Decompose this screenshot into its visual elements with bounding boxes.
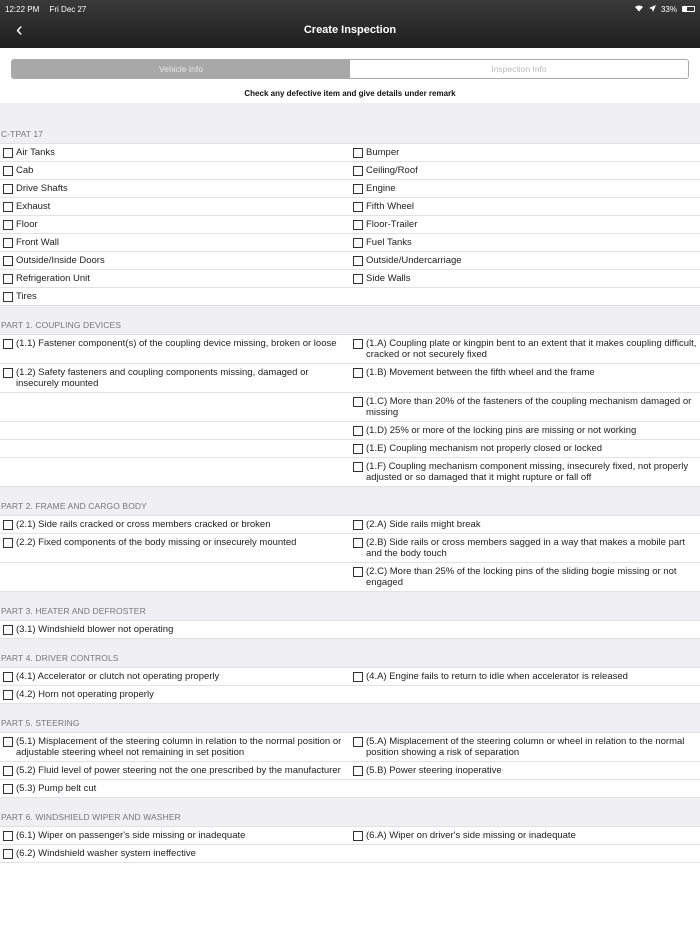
empty-cell [0, 458, 350, 486]
checklist-item-label: (6.1) Wiper on passenger's side missing or inadequate [16, 830, 246, 841]
checklist-item-label: (2.2) Fixed components of the body missing or insecurely mounted [16, 537, 297, 548]
defect-checkbox[interactable] [3, 520, 13, 530]
defect-checkbox[interactable] [3, 148, 13, 158]
checklist-row [0, 197, 700, 215]
checklist-row [0, 779, 700, 798]
checklist-item[interactable] [350, 364, 700, 392]
checklist-section [0, 115, 700, 306]
checklist-row [0, 269, 700, 287]
checklist-item[interactable] [350, 216, 700, 233]
checklist-item[interactable] [0, 827, 350, 844]
defect-checkbox[interactable] [3, 831, 13, 841]
checklist-row [0, 826, 700, 844]
defect-checkbox[interactable] [3, 672, 13, 682]
checklist-item[interactable] [0, 516, 350, 533]
checklist-item[interactable] [0, 534, 350, 562]
checklist-row [0, 620, 700, 639]
section-spacer [0, 103, 700, 115]
checklist-item-label: Air Tanks [16, 147, 55, 158]
defect-checkbox[interactable] [353, 339, 363, 349]
checklist-item[interactable] [350, 393, 700, 421]
defect-checkbox[interactable] [3, 256, 13, 266]
defect-checkbox[interactable] [353, 737, 363, 747]
checklist-item-label: (5.1) Misplacement of the steering column in relation to the normal position or adjustable steering wheel not remaining in set position [16, 736, 342, 758]
defect-checkbox[interactable] [3, 625, 13, 635]
checklist-row [0, 251, 700, 269]
checklist-row [0, 844, 700, 863]
defect-checkbox[interactable] [353, 238, 363, 248]
checklist-item-label: (1.F) Coupling mechanism component missing, insecurely fixed, not properly adjusted or so damaged that it might rupture or fall off [366, 461, 689, 483]
checklist-item-label: Drive Shafts [16, 183, 68, 194]
defect-checkbox[interactable] [3, 166, 13, 176]
checklist-item-label: (1.E) Coupling mechanism not properly closed or locked [366, 443, 603, 454]
checklist-item[interactable] [0, 252, 350, 269]
defect-checkbox[interactable] [353, 184, 363, 194]
status-bar [5, 3, 695, 15]
checklist-item[interactable] [0, 364, 350, 392]
defect-checkbox[interactable] [353, 148, 363, 158]
defect-checkbox[interactable] [3, 538, 13, 548]
wifi-icon [634, 4, 644, 14]
checklist-item[interactable] [0, 144, 350, 161]
checklist-item[interactable] [0, 216, 350, 233]
checklist-item-label: Outside/Inside Doors [16, 255, 105, 266]
checklist-item[interactable] [350, 422, 700, 439]
defect-checkbox[interactable] [3, 339, 13, 349]
checklist-item-label: (1.C) More than 20% of the fasteners of the coupling mechanism damaged or missing [366, 396, 692, 418]
checklist-row [0, 439, 700, 457]
checklist-item-label: (5.B) Power steering inoperative [366, 765, 502, 776]
defect-checkbox[interactable] [3, 184, 13, 194]
checklist-item-label: (1.D) 25% or more of the locking pins are missing or not working [366, 425, 637, 436]
checklist-row [0, 215, 700, 233]
checklist-item-label: Front Wall [16, 237, 59, 248]
checklist-item-label: (5.2) Fluid level of power steering not the one prescribed by the manufacturer [16, 765, 341, 776]
defect-checkbox[interactable] [3, 766, 13, 776]
checklist-item-label: (4.2) Horn not operating properly [16, 689, 154, 700]
checklist-section [0, 487, 700, 592]
section-title: PART 2. FRAME AND CARGO BODY [0, 487, 700, 515]
defect-checkbox[interactable] [3, 274, 13, 284]
section-title: PART 3. HEATER AND DEFROSTER [0, 592, 700, 620]
checklist-item-label: Fuel Tanks [366, 237, 412, 248]
defect-checkbox[interactable] [353, 274, 363, 284]
checklist-item-label: (2.B) Side rails or cross members sagged in a way that makes a mobile part and the body touch [366, 537, 685, 559]
checklist-row [0, 533, 700, 562]
checklist-row [0, 761, 700, 779]
checklist-item[interactable] [0, 288, 350, 305]
defect-checkbox[interactable] [353, 567, 363, 577]
checklist-row [0, 334, 700, 363]
checklist-item[interactable] [0, 234, 350, 251]
defect-checkbox[interactable] [353, 766, 363, 776]
checklist-section [0, 798, 700, 863]
checklist-section [0, 306, 700, 487]
checklist-item-label: Outside/Undercarriage [366, 255, 462, 266]
checklist-item-label: (4.A) Engine fails to return to idle when accelerator is released [366, 671, 628, 682]
checklist-item[interactable] [0, 621, 350, 638]
tab-segment [11, 59, 689, 79]
checklist-item-label: (1.1) Fastener component(s) of the coupling device missing, broken or loose [16, 338, 337, 349]
defect-checkbox[interactable] [353, 397, 363, 407]
defect-checkbox[interactable] [353, 202, 363, 212]
section-title: PART 5. STEERING [0, 704, 700, 732]
checklist-item[interactable] [0, 668, 350, 685]
checklist-item-label: (5.A) Misplacement of the steering column or wheel in relation to the normal position showing a risk of separation [366, 736, 685, 758]
checklist-item-label: (2.1) Side rails cracked or cross members cracked or broken [16, 519, 271, 530]
status-date: Fri Dec 27 [49, 4, 87, 14]
checklist-row [0, 421, 700, 439]
checklist-item[interactable] [0, 686, 350, 703]
checklist-item-label: (4.1) Accelerator or clutch not operating properly [16, 671, 220, 682]
checklist-item[interactable] [0, 335, 350, 363]
defect-checkbox[interactable] [3, 737, 13, 747]
checklist-row [0, 363, 700, 392]
checklist-item[interactable] [0, 762, 350, 779]
defect-checkbox[interactable] [353, 220, 363, 230]
checklist-item[interactable] [0, 198, 350, 215]
checklist-item[interactable] [0, 180, 350, 197]
checklist-item[interactable] [350, 534, 700, 562]
checklist-row [0, 667, 700, 685]
checklist-item-label: (5.3) Pump belt cut [16, 783, 97, 794]
checklist-item-label: (1.A) Coupling plate or kingpin bent to an extent that it makes coupling difficult, cracked or not securely fixed [366, 338, 697, 360]
defect-checkbox[interactable] [353, 426, 363, 436]
checklist-item-label: Side Walls [366, 273, 411, 284]
checklist-row [0, 515, 700, 533]
empty-cell [0, 440, 350, 457]
defect-checkbox[interactable] [3, 292, 13, 302]
empty-cell [0, 422, 350, 439]
defect-checkbox[interactable] [353, 166, 363, 176]
checklist-item[interactable] [350, 458, 700, 486]
checklist-row [0, 457, 700, 487]
location-icon [649, 5, 656, 14]
defect-checkbox[interactable] [353, 831, 363, 841]
checklist-item[interactable] [350, 335, 700, 363]
checklist-item[interactable] [350, 733, 700, 761]
checklist-item-label: Refrigeration Unit [16, 273, 90, 284]
checklist-item[interactable] [350, 516, 700, 533]
defect-checkbox[interactable] [3, 690, 13, 700]
checklist-row [0, 233, 700, 251]
checklist-section [0, 704, 700, 798]
checklist-section [0, 592, 700, 639]
battery-percent: 33% [660, 4, 677, 14]
checklist-row [0, 179, 700, 197]
defect-checkbox[interactable] [353, 462, 363, 472]
checklist-row [0, 161, 700, 179]
tab-inspection-info[interactable]: Inspection Info [350, 60, 688, 78]
checklist-item[interactable] [0, 845, 350, 862]
checklist-item[interactable] [0, 733, 350, 761]
checklist-item-label: (1.B) Movement between the fifth wheel and the frame [366, 367, 595, 378]
section-title: PART 6. WINDSHIELD WIPER AND WASHER [0, 798, 700, 826]
checklist-item[interactable] [350, 827, 700, 844]
checklist-item[interactable] [350, 270, 700, 287]
empty-cell [350, 621, 700, 638]
defect-checkbox[interactable] [353, 520, 363, 530]
defect-checkbox[interactable] [3, 238, 13, 248]
checklist-row [0, 143, 700, 161]
checklist-item-label: Tires [16, 291, 37, 302]
empty-cell [350, 288, 700, 305]
checklist-row [0, 685, 700, 704]
checklist-item[interactable] [350, 144, 700, 161]
empty-cell [350, 780, 700, 797]
empty-cell [350, 845, 700, 862]
checklist-item-label: Fifth Wheel [366, 201, 415, 212]
instruction-text: Check any defective item and give details under remark [244, 89, 456, 98]
checklist-item-label: Ceiling/Roof [366, 165, 418, 176]
checklist-item[interactable] [350, 180, 700, 197]
section-title: C-TPAT 17 [0, 115, 700, 143]
checklist-row [0, 392, 700, 421]
tab-vehicle-info[interactable]: Vehicle Info [12, 60, 350, 78]
checklist-item[interactable] [350, 668, 700, 685]
defect-checkbox[interactable] [3, 202, 13, 212]
checklist-item[interactable] [350, 563, 700, 591]
checklist-row [0, 732, 700, 761]
section-title: PART 4. DRIVER CONTROLS [0, 639, 700, 667]
chevron-left-icon: ‹ [16, 19, 23, 41]
defect-checkbox[interactable] [3, 220, 13, 230]
checklist-item-label: Cab [16, 165, 34, 176]
checklist-item-label: Floor [16, 219, 38, 230]
checklist-item-label: Bumper [366, 147, 400, 158]
checklist-item-label: (2.A) Side rails might break [366, 519, 481, 530]
nav-header [0, 0, 700, 48]
checklist-item-label: (1.2) Safety fasteners and coupling components missing, damaged or insecurely mounted [16, 367, 309, 389]
battery-icon [682, 6, 695, 12]
defect-checkbox[interactable] [353, 444, 363, 454]
checklist-item-label: (2.C) More than 25% of the locking pins of the sliding bogie missing or not engaged [366, 566, 677, 588]
checklist-item[interactable] [350, 440, 700, 457]
checklist-item[interactable] [0, 780, 350, 797]
checklist-item[interactable] [0, 270, 350, 287]
checklist-item-label: Engine [366, 183, 396, 194]
checklist-item[interactable] [0, 162, 350, 179]
checklist-item-label: (6.2) Windshield washer system ineffective [16, 848, 196, 859]
page-title: Create Inspection [303, 24, 397, 36]
empty-cell [0, 563, 350, 591]
defect-checkbox[interactable] [353, 672, 363, 682]
defect-checkbox[interactable] [353, 256, 363, 266]
defect-checkbox[interactable] [3, 849, 13, 859]
checklist-item-label: Exhaust [16, 201, 51, 212]
section-title: PART 1. COUPLING DEVICES [0, 306, 700, 334]
checklist-item[interactable] [350, 198, 700, 215]
checklist-row [0, 562, 700, 592]
defect-checkbox[interactable] [353, 538, 363, 548]
checklist-item[interactable] [350, 234, 700, 251]
status-time: 12:22 PM [5, 4, 40, 14]
checklist-row [0, 287, 700, 306]
checklist-item-label: (3.1) Windshield blower not operating [16, 624, 174, 635]
defect-checkbox[interactable] [3, 784, 13, 794]
inspection-checklist [0, 115, 700, 863]
empty-cell [350, 686, 700, 703]
checklist-section [0, 639, 700, 704]
checklist-item[interactable] [350, 762, 700, 779]
empty-cell [0, 393, 350, 421]
checklist-item-label: (6.A) Wiper on driver's side missing or inadequate [366, 830, 576, 841]
checklist-item[interactable] [350, 162, 700, 179]
checklist-item[interactable] [350, 252, 700, 269]
defect-checkbox[interactable] [3, 368, 13, 378]
defect-checkbox[interactable] [353, 368, 363, 378]
checklist-item-label: Floor-Trailer [366, 219, 418, 230]
